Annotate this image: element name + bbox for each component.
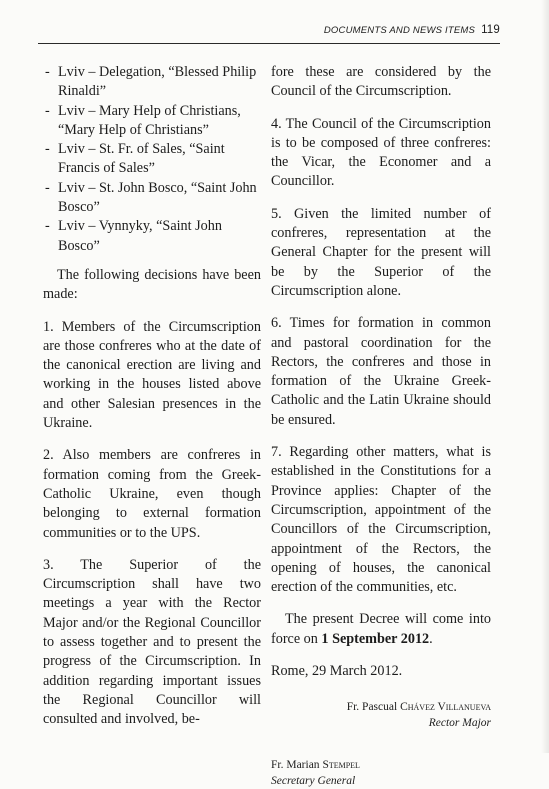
decision-1: 1. Members of the Circumscription are those confreres who at the date of the canonical erection are living and working in the houses listed above and other Salesian presences in the Ukraine. bbox=[43, 318, 261, 432]
decree-paragraph bbox=[271, 610, 491, 649]
right-column bbox=[271, 63, 491, 789]
signer-prefix: Fr. Marian bbox=[271, 759, 323, 772]
place-date: Rome, 29 March 2012. bbox=[271, 663, 403, 680]
signer-surname: Stempel bbox=[322, 759, 360, 772]
signer-surname: Chávez Villanueva bbox=[400, 701, 491, 714]
signer-name bbox=[271, 757, 491, 773]
running-header bbox=[278, 24, 500, 36]
page-edge-shadow bbox=[541, 0, 549, 753]
signer-prefix: Fr. Pascual bbox=[346, 701, 401, 714]
list-item: - Lviv – St. John Bosco, “Saint John Bosco” bbox=[43, 179, 261, 218]
signature-block bbox=[271, 699, 491, 789]
left-column bbox=[43, 63, 261, 743]
signer-name bbox=[271, 699, 491, 715]
house-list bbox=[43, 63, 261, 256]
list-item: - Lviv – Mary Help of Christians, “Mary Help of Christians” bbox=[43, 102, 261, 141]
intro-paragraph: The following decisions have been made: bbox=[43, 266, 261, 303]
signer-title: Rector Major bbox=[428, 717, 491, 730]
decision-5: 5. Given the limited number of confreres, representation at the General Chapter for the present will be by the Superior of the Circumscription alone. bbox=[271, 205, 491, 299]
list-item: - Lviv – St. Fr. of Sales, “Saint Francis of Sales” bbox=[43, 140, 261, 179]
decision-3: 3. The Superior of the Circumscription shall have two meetings a year with the Rector Major and/or the Regional Councillor to assess together and to present the progress of the Circumscription. In addition regarding important issues the Regional Councillor will consulted and involved, be- bbox=[43, 556, 261, 728]
page-number: 119 bbox=[481, 24, 500, 36]
decree-suffix: . bbox=[429, 630, 433, 647]
list-item: - Lviv – Delegation, “Blessed Philip Rinaldi” bbox=[43, 63, 261, 102]
signature-rector-major bbox=[271, 699, 491, 731]
header-rule bbox=[38, 43, 500, 44]
decree-date: 1 September 2012 bbox=[321, 630, 430, 647]
signer-title: Secretary General bbox=[271, 775, 356, 788]
signature-secretary bbox=[271, 757, 491, 789]
decree-prefix: The present Decree will come into force on bbox=[271, 611, 491, 647]
decision-4: 4. The Council of the Circumscription is to be composed of three confreres: the Vicar, the Economer and a Councillor. bbox=[271, 115, 491, 190]
running-title: DOCUMENTS AND NEWS ITEMS bbox=[323, 25, 476, 36]
decision-7: 7. Regarding other matters, what is established in the Constitutions for a Province applies: Chapter of the Circumscription, appointment of the Councillors of the Circumscription, appointment of the Rectors, the opening of houses, the canonical erection of the communities, etc. bbox=[271, 444, 491, 596]
continuation-paragraph: fore these are considered by the Council of the Circumscription. bbox=[271, 64, 491, 100]
decision-2: 2. Also members are confreres in formation coming from the Greek-Catholic Ukraine, even though belonging to external formation communities or to the UPS. bbox=[43, 447, 261, 541]
decision-6: 6. Times for formation in common and pastoral coordination for the Rectors, the confreres and those in formation of the Ukraine Greek-Catholic and the Latin Ukraine should be ensured. bbox=[271, 315, 491, 428]
list-item: - Lviv – Vynnyky, “Saint John Bosco” bbox=[43, 217, 261, 256]
